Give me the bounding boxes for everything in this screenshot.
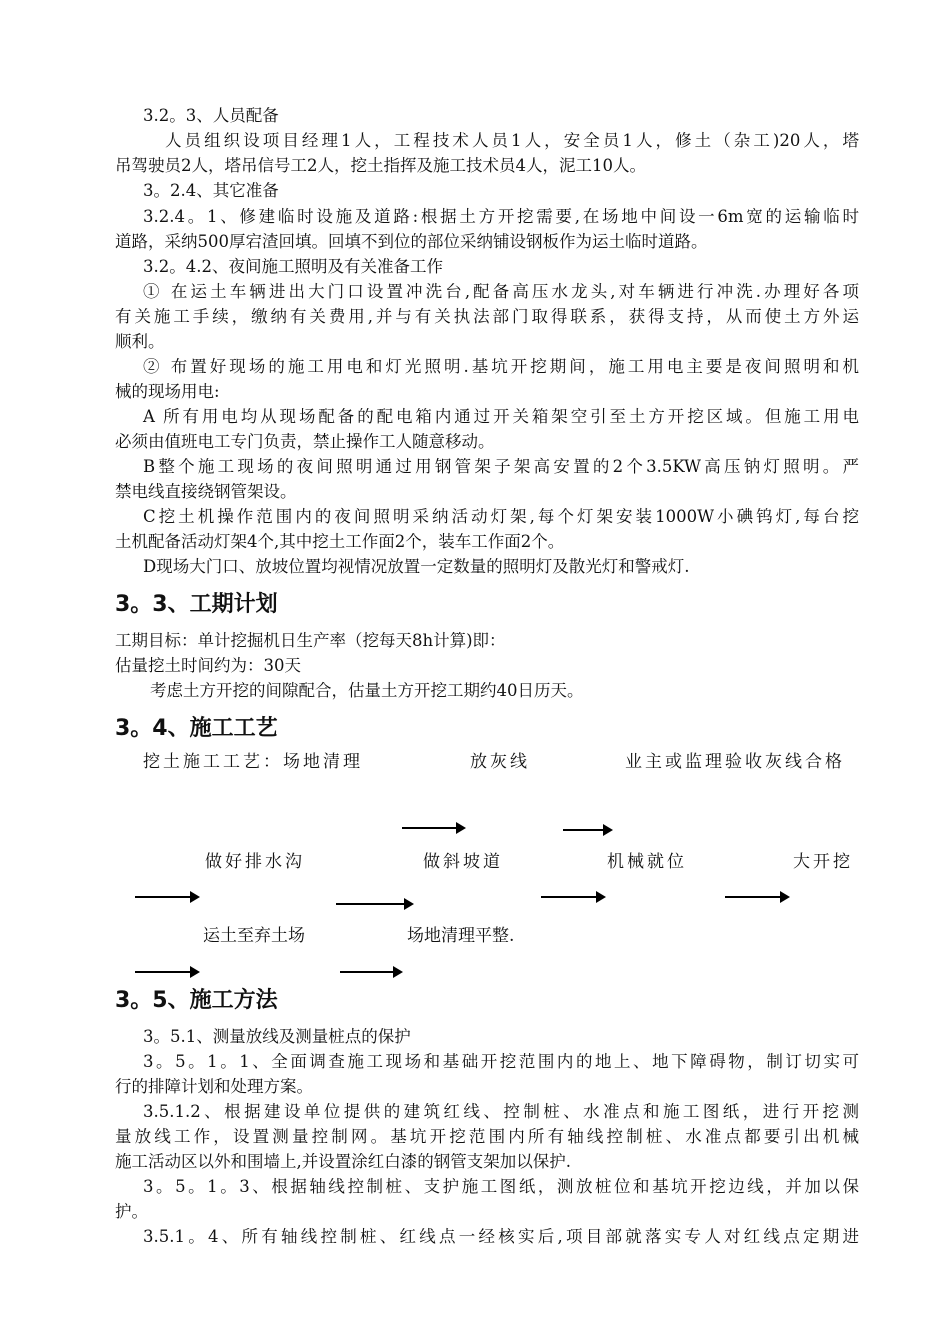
paragraph-line: 行的排障计划和处理方案。 <box>115 1077 313 1096</box>
section-heading-3-2-4: 3。2.4、其它准备 <box>143 181 279 200</box>
subsection-heading: 3.2。4.2、夜间施工照明及有关准备工作 <box>143 257 443 276</box>
list-item-line: D现场大门口、放坡位置均视情况放置一定数量的照明灯及散光灯和警戒灯. <box>143 557 690 576</box>
list-item-line: 禁电线直接绕钢管架设。 <box>115 482 297 501</box>
section-heading-3-2-3: 3.2。3、人员配备 <box>143 106 279 125</box>
section-heading-3-5: 3。5、施工方法 <box>115 988 278 1013</box>
list-item-line: 土机配备活动灯架4个,其中挖土工作面2个，装车工作面2个。 <box>115 532 565 551</box>
flow-arrow <box>135 891 200 903</box>
subsection-heading: 3。5.1、测量放线及测量桩点的保护 <box>143 1027 411 1046</box>
flow-arrow <box>402 822 466 834</box>
flow-arrow <box>340 966 403 978</box>
flow-step-inspection: 业主或监理验收灰线合格 <box>625 752 845 772</box>
paragraph-line: 3.2.4。1、修建临时设施及道路:根据土方开挖需要,在场地中间设一6m宽的运输临时 <box>143 207 859 226</box>
flow-step-machinery: 机械就位 <box>607 852 687 872</box>
paragraph-line: 道路，采纳500厚宕渣回填。回填不到位的部位采纳铺设钢板作为运土临时道路。 <box>115 232 708 251</box>
list-item-line: A 所有用电均从现场配备的配电箱内通过开关箱架空引至土方开挖区域。但施工用电 <box>143 407 859 426</box>
flow-step-set-out-lines: 放灰线 <box>470 752 530 772</box>
staffing-line: 人员组织设项目经理1人，工程技术人员1人，安全员1人，修土（杂工)20人，塔 <box>165 131 859 150</box>
section-heading-3-3: 3。3、工期计划 <box>115 592 278 617</box>
paragraph-line: 估量挖土时间约为：30天 <box>115 656 301 675</box>
paragraph-line: 3。5。1。3、根据轴线控制桩、支护施工图纸，测放桩位和基坑开挖边线，并加以保 <box>143 1177 859 1196</box>
paragraph-line: 考虑土方开挖的间隙配合，估量土方开挖工期约40日历天。 <box>150 681 584 700</box>
list-item-line: 必须由值班电工专门负责，禁止操作工人随意移动。 <box>115 432 495 451</box>
list-item-line: 械的现场用电: <box>115 382 220 401</box>
list-item-line: 有关施工手续，缴纳有关费用,并与有关执法部门取得联系，获得支持，从而使土方外运 <box>115 307 859 326</box>
flow-step-drainage-ditch: 做好排水沟 <box>205 852 305 872</box>
flow-step-site-clearing: 挖土施工工艺：场地清理 <box>143 752 363 772</box>
flow-step-ramp: 做斜坡道 <box>423 852 503 872</box>
paragraph-line: 量放线工作，设置测量控制网。基坑开挖范围内所有轴线控制桩、水准点都要引出机械 <box>115 1127 859 1146</box>
list-item-line: B整个施工现场的夜间照明通过用钢管架子架高安置的2个3.5KW高压钠灯照明。严 <box>143 457 859 476</box>
paragraph-line: 3.5.1。4、所有轴线控制桩、红线点一经核实后,项目部就落实专人对红线点定期进 <box>143 1227 859 1246</box>
paragraph-line: 3。5。1。1、全面调查施工现场和基础开挖范围内的地上、地下障碍物，制订切实可 <box>143 1052 859 1071</box>
flow-arrow <box>541 891 606 903</box>
paragraph-line: 3.5.1.2、根据建设单位提供的建筑红线、控制桩、水准点和施工图纸，进行开挖测 <box>143 1102 859 1121</box>
flow-step-final-leveling: 场地清理平整. <box>407 926 515 946</box>
flow-arrow <box>563 824 613 836</box>
list-item-line: 顺利。 <box>115 332 165 351</box>
list-item-line: ② 布置好现场的施工用电和灯光照明.基坑开挖期间，施工用电主要是夜间照明和机 <box>143 357 859 376</box>
section-heading-3-4: 3。4、施工工艺 <box>115 716 278 741</box>
flow-step-spoil-transport: 运土至弃土场 <box>203 926 305 946</box>
paragraph-line: 护。 <box>115 1202 148 1221</box>
list-item-line: ① 在运土车辆进出大门口设置冲洗台,配备高压水龙头,对车辆进行冲洗.办理好各项 <box>143 282 859 301</box>
staffing-line: 吊驾驶员2人，塔吊信号工2人，挖土指挥及施工技术员4人，泥工10人。 <box>115 156 646 175</box>
paragraph-line: 工期目标：单计挖掘机日生产率（挖每天8h计算)即： <box>115 631 506 650</box>
flow-step-excavation: 大开挖 <box>793 852 853 872</box>
flow-arrow <box>135 966 200 978</box>
paragraph-line: 施工活动区以外和围墙上,并设置涂红白漆的钢管支架加以保护. <box>115 1152 571 1171</box>
flow-arrow <box>725 891 790 903</box>
flow-arrow <box>336 898 414 910</box>
list-item-line: C挖土机操作范围内的夜间照明采纳活动灯架,每个灯架安装1000W小碘钨灯,每台挖 <box>143 507 859 526</box>
